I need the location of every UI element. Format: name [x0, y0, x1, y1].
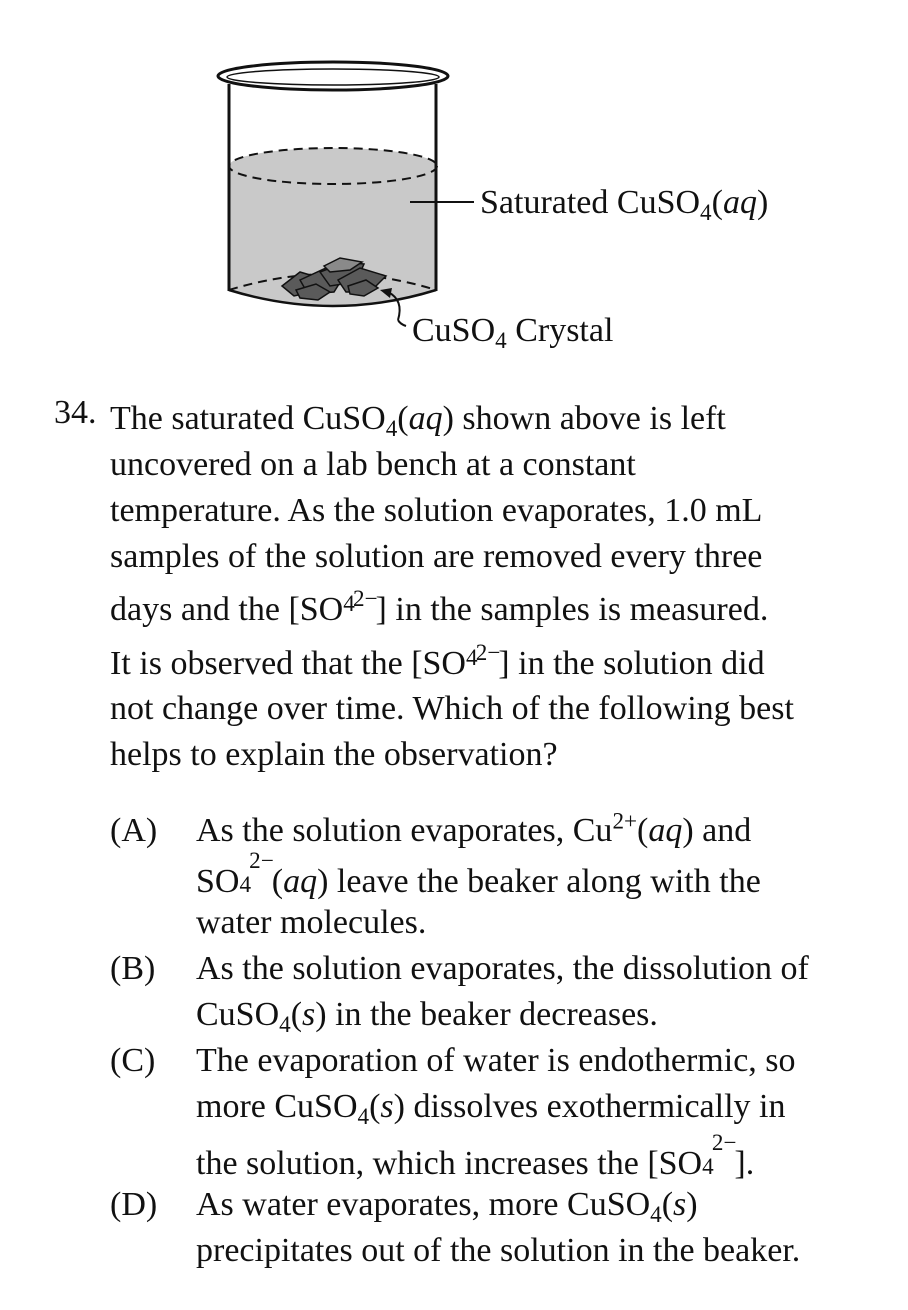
subscript: 4 — [702, 1153, 714, 1180]
choice-text: ) — [686, 1186, 698, 1223]
stem-text: ] in the samples is measured. — [375, 591, 769, 628]
choice-text: ( — [637, 812, 649, 849]
phase: aq — [283, 863, 318, 900]
phase: s — [380, 1088, 394, 1125]
superscript: 2− — [475, 639, 501, 666]
solution-label-phase: aq — [722, 184, 757, 221]
stem-line-2: uncovered on a lab bench at a constant — [110, 446, 636, 483]
beaker-rim — [218, 62, 448, 90]
stem-line-8: helps to explain the observation? — [110, 736, 558, 773]
liquid-surface — [229, 148, 437, 184]
subscript: 4 — [239, 871, 252, 898]
choice-body — [196, 1042, 900, 1186]
choice-text: SO — [196, 863, 240, 900]
subscript: 4 — [357, 1103, 370, 1130]
choice-line — [196, 1088, 900, 1134]
choice-text: CuSO — [196, 996, 280, 1033]
choice-line: water molecules. — [196, 904, 427, 941]
phase: s — [673, 1186, 687, 1223]
choice-line — [196, 1129, 900, 1186]
choice-text: ( — [271, 863, 284, 900]
solution-label — [480, 184, 769, 226]
choice-body — [196, 808, 900, 950]
choice-line: precipitates out of the solution in the beaker. — [196, 1232, 801, 1269]
subscript: 4 — [466, 644, 478, 671]
ion-charge — [343, 585, 378, 620]
phase: s — [302, 996, 316, 1033]
crystal-label-text: CuSO — [412, 312, 496, 349]
choice-text: ( — [661, 1186, 674, 1223]
superscript: 2− — [249, 847, 274, 874]
choice-text: ( — [290, 996, 303, 1033]
phase: aq — [648, 812, 683, 849]
stem-line-3: temperature. As the solution evaporates, 1.0 mL — [110, 492, 763, 529]
solution-label-paren-open: ( — [711, 184, 723, 221]
question-number: 34. — [54, 394, 97, 431]
stem-line-4: samples of the solution are removed every three — [110, 538, 763, 575]
superscript: 2− — [352, 585, 378, 612]
subscript: 4 — [279, 1011, 291, 1038]
choice-body — [196, 1186, 900, 1278]
choice-line — [196, 847, 900, 904]
stem-text: The saturated CuSO — [110, 400, 386, 437]
stem-text: ] in the solution did — [498, 645, 765, 682]
stem-line-1 — [110, 396, 890, 442]
choice-body — [196, 950, 900, 1042]
crystal-label-tail: Crystal — [506, 312, 614, 349]
stem-line-7: not change over time. Which of the following best — [110, 690, 794, 727]
solution-label-sub: 4 — [700, 199, 712, 226]
crystal-label — [412, 312, 614, 354]
stem-text: ( — [397, 400, 409, 437]
choice-text: As the solution evaporates, Cu — [196, 812, 613, 849]
subscript: 4 — [343, 590, 355, 617]
stem-line-6 — [110, 640, 890, 686]
choice-a[interactable] — [110, 808, 900, 950]
choice-line — [196, 808, 900, 858]
crystal-label-sub: 4 — [495, 327, 507, 354]
choice-text: ( — [369, 1088, 381, 1125]
choice-text: ) in the beaker decreases. — [315, 996, 658, 1033]
ion-charge — [702, 1129, 737, 1180]
subscript: 4 — [650, 1201, 662, 1228]
choice-line: The evaporation of water is endothermic, so — [196, 1042, 796, 1079]
question-stem — [110, 396, 890, 778]
choice-b[interactable] — [110, 950, 900, 1042]
choice-text: more CuSO — [196, 1088, 358, 1125]
choice-letter: (B) — [110, 950, 156, 987]
stem-text: ) shown above is left — [442, 400, 726, 437]
choice-letter: (A) — [110, 812, 158, 849]
beaker-figure — [0, 0, 908, 370]
choice-text: ) dissolves exothermically in — [393, 1088, 786, 1125]
choice-line — [196, 1186, 900, 1232]
choice-text: As water evaporates, more CuSO — [196, 1186, 651, 1223]
superscript: 2− — [711, 1129, 737, 1156]
choice-line: As the solution evaporates, the dissolution of — [196, 950, 809, 987]
choice-text: ]. — [734, 1145, 755, 1182]
choice-text: the solution, which increases the [SO — [196, 1145, 703, 1182]
subscript: 4 — [385, 415, 398, 442]
superscript: 2+ — [612, 808, 638, 835]
choice-line — [196, 996, 900, 1042]
choice-c[interactable] — [110, 1042, 900, 1186]
solution-label-paren-close: ) — [756, 184, 769, 221]
stem-text: It is observed that the [SO — [110, 645, 466, 682]
choice-letter: (C) — [110, 1042, 156, 1079]
ion-charge — [466, 639, 501, 674]
phase: aq — [408, 400, 443, 437]
answer-choices — [110, 808, 900, 1278]
stem-text: days and the [SO — [110, 591, 344, 628]
choice-letter: (D) — [110, 1186, 158, 1223]
solution-label-text: Saturated CuSO — [480, 184, 701, 221]
choice-text: ) and — [682, 812, 752, 849]
choice-text: ) leave the beaker along with the — [317, 863, 761, 900]
ion-charge — [239, 847, 274, 898]
choice-d[interactable] — [110, 1186, 900, 1278]
